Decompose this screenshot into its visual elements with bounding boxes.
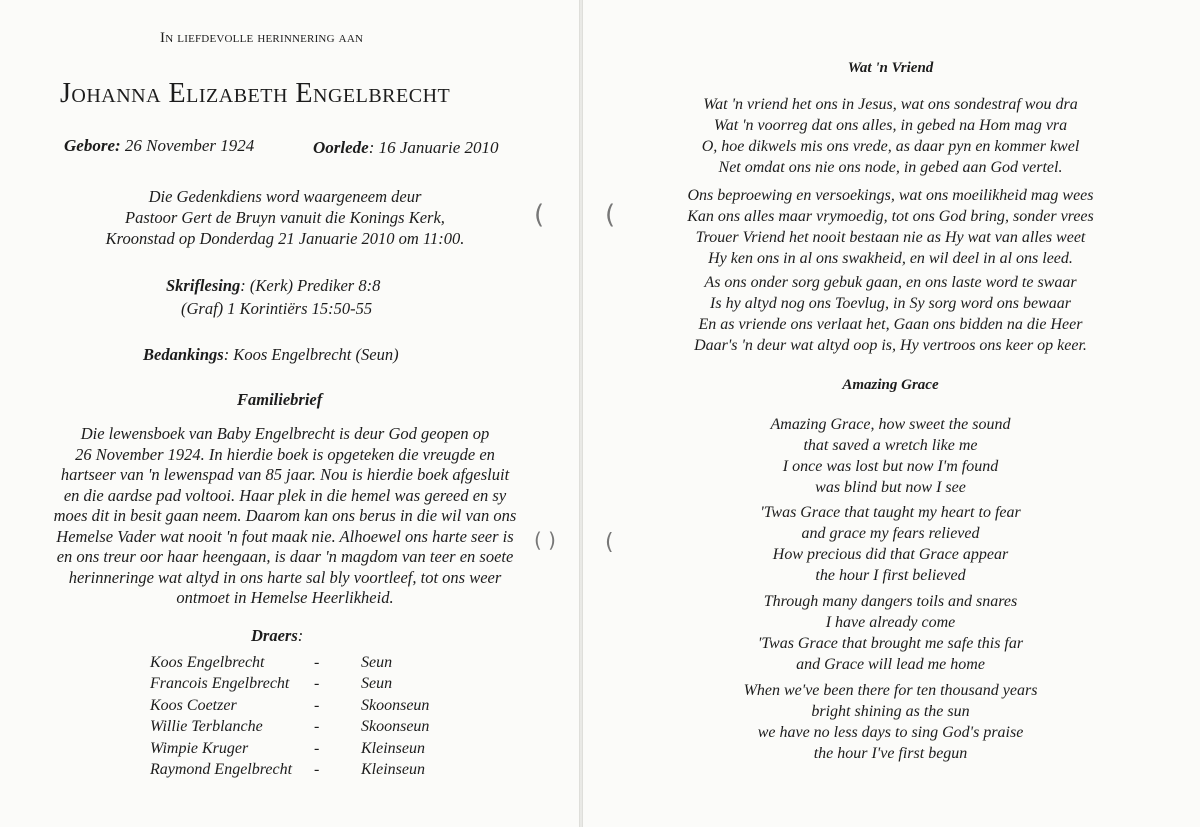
verse-line: O, hoe dikwels mis ons vrede, as daar pyn en kommer kwel — [701, 138, 1080, 155]
bearers-table — [150, 652, 429, 781]
bearer-row — [150, 760, 429, 782]
family-letter-heading: Familiebrief — [237, 390, 323, 409]
verse-line: and grace my fears relieved — [801, 525, 980, 542]
hymn1-stanza — [583, 94, 1198, 178]
service-line: Die Gedenkdiens word waargeneem deur — [148, 187, 422, 206]
bearer-dash: - — [314, 675, 320, 693]
bearer-row — [150, 652, 429, 674]
service-line: Kroonstad op Donderdag 21 Januarie 2010 om 11:00. — [105, 229, 465, 248]
birth-value: 26 November 1924 — [120, 136, 255, 155]
scripture-reading-church — [166, 276, 380, 296]
verse-line: Trouer Vriend het nooit bestaan nie as Hy wat van alles weet — [695, 229, 1086, 246]
service-details — [0, 186, 570, 249]
verse-line: Daar's 'n deur wat altyd oop is, Hy vertroos ons keer op keer. — [694, 337, 1087, 354]
letter-line: herinneringe wat altyd in ons harte sal bly voortleef, tot ons weer — [68, 567, 502, 587]
letter-line: 26 November 1924. In hierdie boek is opgeteken die vreugde en — [75, 444, 495, 464]
bearer-name: Wimpie Kruger — [150, 739, 249, 757]
service-line: Pastoor Gert de Bruyn vanuit die Konings Kerk, — [125, 208, 445, 227]
verse-line: Is hy altyd nog ons Toevlug, in Sy sorg word ons bewaar — [710, 295, 1071, 312]
verse-line: Hy ken ons in al ons swakheid, en wil deel in al ons leed. — [708, 250, 1073, 267]
verse-line: was blind but now I see — [815, 479, 966, 496]
bearer-relation: Skoonseun — [361, 718, 430, 736]
birth-label: Gebore: — [64, 136, 121, 155]
hymn2-stanza — [583, 680, 1198, 764]
family-letter — [30, 424, 540, 609]
punch-hole-mark-icon: ( — [534, 200, 545, 230]
bearer-row — [150, 674, 429, 696]
punch-hole-mark-icon: ( ) — [534, 528, 556, 552]
verse-line: I once was lost but now I'm found — [782, 458, 999, 475]
bearer-name: Raymond Engelbrecht — [150, 761, 293, 779]
bearer-dash: - — [314, 718, 320, 736]
verse-line: Wat 'n voorreg dat ons alles, in gebed na Hom mag vra — [713, 117, 1068, 134]
letter-line: Die lewensboek van Baby Engelbrecht is deur God geopen op — [80, 424, 490, 443]
scripture-reading-grave: (Graf) 1 Korintiërs 15:50-55 — [181, 299, 373, 318]
bearer-relation: Seun — [361, 653, 393, 671]
death-label: Oorlede — [313, 138, 369, 157]
thanks-value: : Koos Engelbrecht (Seun) — [223, 345, 399, 364]
verse-line: I have already come — [825, 614, 956, 631]
letter-line: moes dit in besit gaan neem. Daarom kan ons berus in die wil van ons — [53, 506, 517, 525]
punch-hole-mark-icon: ( — [605, 200, 616, 230]
bearer-row — [150, 695, 429, 717]
punch-hole-mark-icon: ( — [605, 530, 614, 555]
verse-line: Amazing Grace, how sweet the sound — [770, 416, 1011, 433]
scripture-church-value: : (Kerk) Prediker 8:8 — [240, 276, 381, 295]
scripture-label: Skriflesing — [166, 276, 241, 295]
hymn2-title: Amazing Grace — [842, 377, 939, 393]
verse-line: Net omdat ons nie ons node, in gebed aan God vertel. — [718, 159, 1063, 176]
verse-line: and Grace will lead me home — [796, 656, 985, 673]
letter-line: en die aardse pad voltooi. Haar plek in die hemel was gereed en sy — [63, 485, 507, 505]
thanks-line — [143, 345, 399, 365]
thanks-label: Bedankings — [143, 345, 224, 364]
intro-line: In liefdevolle herinnering aan — [160, 30, 364, 46]
letter-line: ontmoet in Hemelse Heerlikheid. — [176, 588, 394, 607]
verse-line: we have no less days to sing God's praise — [757, 724, 1024, 741]
bearer-relation: Seun — [361, 675, 393, 693]
verse-line: the hour I first believed — [815, 567, 966, 584]
verse-line: As ons onder sorg gebuk gaan, en ons laste word te swaar — [704, 274, 1077, 291]
hymn2-stanza — [583, 414, 1198, 498]
bearer-relation: Kleinseun — [361, 739, 425, 757]
bearer-name: Koos Coetzer — [150, 696, 237, 714]
bearer-dash: - — [314, 739, 320, 757]
verse-line: that saved a wretch like me — [803, 437, 978, 454]
letter-line: en ons treur oor haar heengaan, is daar 'n magdom van teer en soete — [56, 547, 514, 566]
verse-line: How precious did that Grace appear — [772, 546, 1009, 563]
bearer-row — [150, 738, 429, 760]
hymn1-stanza — [583, 185, 1198, 269]
bearers-heading-colon: : — [297, 626, 304, 645]
hymn2-stanza — [583, 502, 1198, 586]
verse-line: Kan ons alles maar vrymoedig, tot ons God bring, sonder vrees — [687, 208, 1094, 225]
bearers-heading — [251, 626, 303, 646]
bearer-dash: - — [314, 696, 320, 714]
hymn2-stanza — [583, 591, 1198, 675]
bearer-row — [150, 717, 429, 739]
birth-date — [64, 136, 254, 156]
bearer-relation: Kleinseun — [361, 761, 425, 779]
deceased-name: Johanna Elizabeth Engelbrecht — [60, 78, 451, 109]
bearers-heading-label: Draers — [251, 626, 298, 645]
verse-line: When we've been there for ten thousand years — [743, 682, 1038, 699]
verse-line: Through many dangers toils and snares — [763, 593, 1018, 610]
verse-line: En as vriende ons verlaat het, Gaan ons bidden na die Heer — [698, 316, 1083, 333]
letter-line: Hemelse Vader wat nooit 'n fout maak nie. Alhoewel ons harte seer is — [56, 526, 514, 546]
verse-line: Wat 'n vriend het ons in Jesus, wat ons sondestraf wou dra — [703, 96, 1078, 113]
hymn1-stanza — [583, 272, 1198, 356]
left-page — [0, 0, 581, 827]
bearer-name: Koos Engelbrecht — [150, 653, 265, 671]
bearer-dash: - — [314, 761, 320, 779]
hymn1-title: Wat 'n Vriend — [847, 60, 934, 76]
bearer-name: Willie Terblanche — [150, 718, 263, 736]
right-page — [583, 0, 1200, 827]
death-date — [313, 138, 499, 158]
verse-line: the hour I've first begun — [813, 745, 968, 762]
death-value: : 16 Januarie 2010 — [368, 138, 499, 157]
verse-line: Ons beproewing en versoekings, wat ons moeilikheid mag wees — [687, 187, 1094, 204]
verse-line: 'Twas Grace that taught my heart to fear — [760, 504, 1021, 521]
verse-line: 'Twas Grace that brought me safe this far — [757, 635, 1024, 652]
bearer-name: Francois Engelbrecht — [150, 675, 290, 693]
bearer-relation: Skoonseun — [361, 696, 430, 714]
bearer-dash: - — [314, 653, 320, 671]
letter-line: hartseer van 'n lewenspad van 85 jaar. Nou is hierdie boek afgesluit — [60, 465, 510, 484]
verse-line: bright shining as the sun — [811, 703, 970, 720]
